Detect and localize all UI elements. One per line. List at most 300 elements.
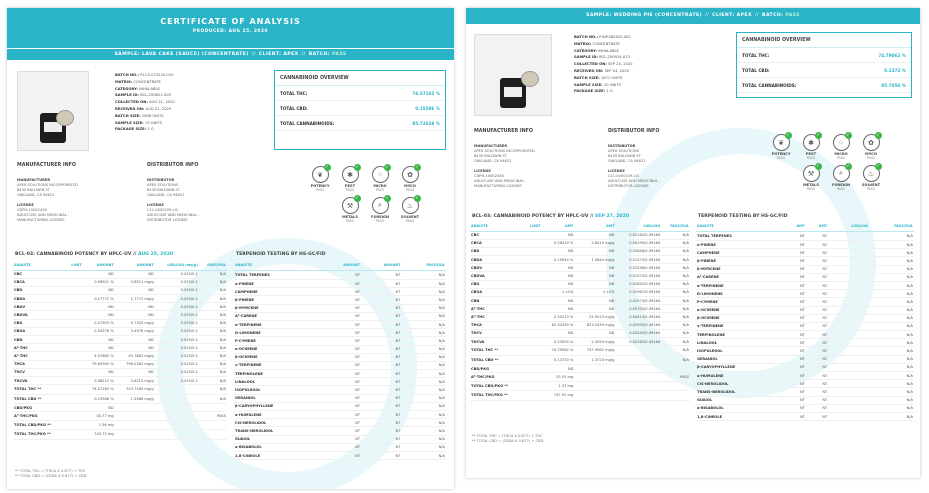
- table-cell: NT: [806, 290, 828, 298]
- table-row: [470, 337, 690, 345]
- table-cell: NT: [806, 241, 828, 249]
- table-cell: ND: [541, 329, 574, 337]
- micro-icon: ⁘ ✓: [833, 134, 850, 151]
- table-cell: 0.03245/0.49164: [615, 329, 661, 337]
- table-cell: ND: [574, 305, 615, 313]
- table-cell: [524, 239, 541, 247]
- table-cell: CBDVA: [470, 272, 524, 280]
- table-cell: NT: [321, 296, 361, 304]
- table-cell: N/A: [199, 295, 227, 303]
- check-icon: ✓: [876, 164, 880, 169]
- table-cell: [828, 265, 869, 273]
- column-header: AMT: [806, 222, 828, 231]
- info-label: MANUFACTURER: [17, 178, 51, 182]
- table-cell: CBN: [470, 297, 524, 305]
- table-cell: NT: [321, 304, 361, 312]
- table-cell: ND: [115, 368, 155, 376]
- table-cell: N/A: [869, 339, 914, 347]
- table-cell: N/A: [199, 360, 227, 368]
- table-cell: N/A: [401, 435, 446, 443]
- potency-title: BCL-03: CANNABINOID POTENCY BY HPLC-UV // SEP 27, 2020: [472, 214, 629, 219]
- table-cell: NT: [361, 443, 401, 451]
- table-row: [13, 311, 227, 319]
- table-cell: [66, 385, 83, 395]
- table-cell: [524, 321, 541, 329]
- table-cell: α-PINENE: [234, 280, 321, 288]
- table-cell: [524, 346, 541, 356]
- table-cell: 0.23054 %: [541, 337, 574, 345]
- table-cell: [828, 298, 869, 306]
- table-cell: NT: [806, 257, 828, 265]
- table-row: [470, 365, 690, 373]
- table-cell: [828, 241, 869, 249]
- table-cell: 0.025/0.1: [155, 376, 199, 384]
- sample-details: [115, 72, 175, 133]
- detail-line: [574, 88, 633, 95]
- table-cell: 0.01573/0.49164: [615, 256, 661, 264]
- table-cell: NT: [783, 241, 805, 249]
- badge-name: SOLVENT: [400, 215, 420, 219]
- table-cell: ND: [574, 297, 615, 305]
- table-cell: N/A: [199, 311, 227, 319]
- detail-line: [115, 79, 175, 86]
- table-row: [234, 280, 446, 288]
- table-cell: NT: [806, 363, 828, 371]
- table-row: [470, 329, 690, 337]
- table-header: [470, 222, 690, 231]
- detail-label: SAMPLE SIZE:: [574, 82, 603, 87]
- table-cell: NT: [806, 355, 828, 363]
- table-row: [234, 288, 446, 296]
- column-header: ANALYTE: [234, 261, 321, 270]
- badge-status: PASS: [806, 156, 816, 160]
- table-cell: [615, 391, 661, 401]
- detail-label: SAMPLE ID:: [115, 93, 139, 98]
- detail-label: BATCH NO.:: [115, 73, 139, 77]
- table-cell: ND: [83, 368, 115, 376]
- table-cell: GERANIOL: [234, 394, 321, 402]
- manufacturer-title: MANUFACTURER INFO: [17, 163, 77, 168]
- badge-status: PASS: [375, 219, 385, 223]
- table-row: [234, 370, 446, 378]
- info-line: OAKLAND, CA 94621: [474, 159, 512, 163]
- table-cell: NT: [783, 257, 805, 265]
- table-cell: NT: [361, 320, 401, 328]
- table-cell: N/A: [869, 363, 914, 371]
- table-cell: NT: [783, 249, 805, 257]
- table-cell: TOTAL TERPENES: [234, 270, 321, 280]
- table-row: [470, 346, 690, 356]
- table-cell: NT: [321, 394, 361, 402]
- table-cell: ND: [574, 280, 615, 288]
- detail-value: AUG 21, 2020: [145, 106, 172, 111]
- table-cell: [524, 355, 541, 365]
- table-cell: N/A: [869, 396, 914, 404]
- table-cell: Δ⁹-THC: [470, 313, 524, 321]
- table-cell: NT: [321, 320, 361, 328]
- table-cell: [524, 313, 541, 321]
- table-cell: N/A: [869, 249, 914, 257]
- table-row: [234, 427, 446, 435]
- table-cell: THCVA: [470, 337, 524, 345]
- solvent-icon: ♨ ✓: [863, 165, 880, 182]
- detail-label: BATCH SIZE:: [115, 113, 141, 118]
- table-cell: N/A: [869, 273, 914, 281]
- footnote-line: ** TOTAL THC = (THCA X 0.877) + THC: [472, 434, 543, 438]
- column-header: AMOUNT: [361, 261, 401, 270]
- table-cell: [828, 331, 869, 339]
- badge-pest: [335, 166, 365, 192]
- footnote-line: ** TOTAL THC = (THCA X 0.877) + THC: [15, 469, 86, 473]
- table-cell: ND: [115, 286, 155, 294]
- table-cell: [828, 404, 869, 412]
- detail-value: P.LC5.072220.010: [140, 73, 174, 77]
- table-row: [696, 380, 914, 388]
- table-cell: NT: [361, 435, 401, 443]
- table-cell: Δ³-CARENE: [234, 312, 321, 320]
- badge-name: MICRO: [373, 184, 387, 188]
- table-header: [13, 261, 227, 270]
- table-cell: NT: [806, 347, 828, 355]
- table-cell: [66, 295, 83, 303]
- table-cell: [66, 394, 83, 404]
- table-cell: N/A: [401, 312, 446, 320]
- table-row: [696, 241, 914, 249]
- table-cell: 2.3054 mg/g: [574, 337, 615, 345]
- table-row: [696, 290, 914, 298]
- table-cell: [199, 404, 227, 412]
- table-row: [234, 320, 446, 328]
- table-cell: 0.06195/0.49164: [615, 239, 661, 247]
- table-cell: N/A: [661, 313, 690, 321]
- overview-value: 74.37165 %: [412, 90, 440, 96]
- table-row: [696, 331, 914, 339]
- table-cell: THCV: [13, 368, 66, 376]
- table-cell: [828, 380, 869, 388]
- table-cell: N/A: [869, 231, 914, 241]
- table-row: [234, 337, 446, 345]
- terpene-table: [696, 222, 914, 421]
- produced-date: PRODUCED: AUG 25, 2020: [192, 29, 269, 34]
- badge-pest: [796, 134, 826, 160]
- table-cell: N/A: [199, 368, 227, 376]
- table-cell: NT: [361, 312, 401, 320]
- table-row: [234, 378, 446, 386]
- table-row: [696, 265, 914, 273]
- product-lid: [521, 71, 539, 87]
- table-cell: [155, 404, 199, 412]
- sample-details: [574, 34, 633, 95]
- table-cell: CAMPHENE: [234, 288, 321, 296]
- table-cell: β-MYRCENE: [696, 265, 783, 273]
- table-cell: NT: [783, 281, 805, 289]
- table-cell: LINALOOL: [234, 378, 321, 386]
- table-cell: NT: [361, 329, 401, 337]
- license-label: LICENSE: [17, 203, 34, 207]
- table-cell: β-CARYOPHYLLENE: [696, 363, 783, 371]
- table-cell: [524, 337, 541, 345]
- check-icon: ✓: [415, 196, 419, 201]
- info-line: 8435 BALDWIN ST: [17, 188, 50, 192]
- distributor-title: DISTRIBUTOR INFO: [608, 129, 660, 134]
- table-cell: N/A: [401, 280, 446, 288]
- table-row: [696, 281, 914, 289]
- table-cell: N/A: [661, 305, 690, 313]
- table-cell: ND: [574, 231, 615, 239]
- table-cell: TOTAL THC **: [13, 385, 66, 395]
- detail-value: 1 G: [606, 89, 613, 94]
- table-cell: 1.37 mg: [541, 381, 574, 391]
- potency-table: [13, 261, 227, 440]
- detail-line: [574, 68, 633, 75]
- table-cell: N/A: [401, 411, 446, 419]
- table-cell: [115, 420, 155, 430]
- table-cell: N/A: [401, 353, 446, 361]
- table-cell: 743.7165 mg/g: [115, 385, 155, 395]
- badge-name: PEST: [805, 152, 817, 156]
- potency-table: [470, 222, 690, 401]
- badge-name: MICRO: [834, 152, 848, 156]
- table-cell: N/A: [869, 404, 914, 412]
- table-cell: [66, 430, 83, 440]
- info-label: MANUFACTURER: [474, 144, 508, 148]
- table-cell: 0.05703/0.49164: [615, 305, 661, 313]
- detail-line: [115, 106, 175, 113]
- table-cell: N/A: [661, 288, 690, 296]
- table-row: [470, 264, 690, 272]
- table-cell: NT: [361, 361, 401, 369]
- table-cell: THCV: [470, 329, 524, 337]
- table-cell: CBDVA: [13, 311, 66, 319]
- column-header: AMT: [783, 222, 805, 231]
- table-cell: NT: [783, 331, 805, 339]
- table-cell: N/A: [401, 296, 446, 304]
- badge-name: PEST: [344, 184, 356, 188]
- table-row: [13, 394, 227, 404]
- table-cell: NT: [783, 363, 805, 371]
- table-cell: N/A: [401, 443, 446, 451]
- table-row: [13, 344, 227, 352]
- info-line: OAKLAND, CA 94621: [17, 193, 55, 197]
- distributor-title: DISTRIBUTOR INFO: [147, 163, 199, 168]
- table-cell: 1.5586 mg/g: [115, 394, 155, 404]
- table-row: [696, 231, 914, 241]
- table-cell: 74.79062 %: [541, 346, 574, 356]
- table-cell: 0.02852/0.49164: [615, 280, 661, 288]
- table-row: [696, 396, 914, 404]
- table-cell: NT: [321, 337, 361, 345]
- table-cell: GUAIOL: [234, 435, 321, 443]
- table-cell: P-CYMENE: [234, 337, 321, 345]
- table-cell: 0.025/0.1: [155, 336, 199, 344]
- table-cell: [524, 256, 541, 264]
- table-cell: [574, 373, 615, 381]
- overview-title: CANNABINOID OVERVIEW: [275, 71, 445, 86]
- table-cell: 0.01573/0.49164: [615, 297, 661, 305]
- overview-title: CANNABINOID OVERVIEW: [737, 33, 911, 48]
- table-cell: 0.15586 %: [83, 394, 115, 404]
- table-cell: 0.025/0.1: [155, 360, 199, 368]
- table-row: [234, 329, 446, 337]
- table-cell: NT: [783, 290, 805, 298]
- table-cell: NT: [783, 372, 805, 380]
- sample-name: SAMPLE: LAVA CAKE (SAUCE) (CONCENTRATE): [114, 52, 249, 57]
- table-cell: NT: [783, 273, 805, 281]
- table-cell: [574, 391, 615, 401]
- table-cell: [66, 336, 83, 344]
- detail-line: [115, 72, 175, 79]
- product-photo: [17, 71, 89, 151]
- detail-label: SAMPLE SIZE:: [115, 120, 144, 125]
- badge-status: PASS: [776, 156, 786, 160]
- table-cell: N/A: [199, 344, 227, 352]
- pest-icon: ✱ ✓: [342, 166, 359, 183]
- table-cell: NT: [361, 353, 401, 361]
- table-cell: ND: [83, 336, 115, 344]
- detail-line: [574, 82, 633, 89]
- table-cell: CBDV: [470, 264, 524, 272]
- table-cell: [66, 404, 83, 412]
- detail-line: [574, 34, 633, 41]
- table-cell: 25.9213 mg/g: [574, 313, 615, 321]
- table-cell: [66, 278, 83, 286]
- table-cell: [615, 373, 661, 381]
- table-cell: N/A: [401, 427, 446, 435]
- table-cell: β-PINENE: [234, 296, 321, 304]
- table-cell: 1.7772 mg/g: [115, 295, 155, 303]
- table-cell: NT: [361, 386, 401, 394]
- table-cell: CBCA: [470, 239, 524, 247]
- table-cell: NT: [321, 411, 361, 419]
- table-cell: [524, 288, 541, 296]
- table-cell: N/A: [199, 270, 227, 278]
- badge-solvent: [856, 165, 886, 191]
- table-cell: ND: [83, 344, 115, 352]
- badge-potency: [766, 134, 796, 160]
- table-cell: NT: [783, 347, 805, 355]
- table-cell: β-OCIMENE: [234, 353, 321, 361]
- detail-label: COLLECTED ON:: [115, 100, 148, 105]
- table-cell: TOTAL CBD **: [470, 355, 524, 365]
- table-cell: N/A: [869, 281, 914, 289]
- table-cell: NT: [806, 265, 828, 273]
- info-line: APEX SOLUTIONS INCORPORATED: [17, 183, 78, 187]
- table-cell: NT: [321, 370, 361, 378]
- table-row: [470, 247, 690, 255]
- check-icon: ✓: [415, 165, 419, 170]
- check-icon: ✓: [325, 165, 329, 170]
- table-cell: γ-TERPINENE: [234, 361, 321, 369]
- potency-icon: ❦ ✓: [312, 166, 329, 183]
- table-cell: N/A: [401, 345, 446, 353]
- info-line: 8435 BALDWIN ST: [608, 154, 641, 158]
- table-cell: [828, 372, 869, 380]
- check-icon: ✓: [786, 133, 790, 138]
- table-cell: [66, 344, 83, 352]
- badge-status: PASS: [345, 188, 355, 192]
- table-cell: NT: [806, 281, 828, 289]
- table-row: [234, 296, 446, 304]
- table-cell: NT: [783, 412, 805, 420]
- table-cell: N/A: [401, 370, 446, 378]
- table-cell: CBD: [13, 286, 66, 294]
- batch-label: BATCH:: [762, 13, 784, 18]
- table-cell: [66, 368, 83, 376]
- badge-solvent: [395, 197, 425, 223]
- table-cell: [155, 412, 199, 420]
- table-row: [696, 339, 914, 347]
- table-cell: NT: [321, 361, 361, 369]
- table-row: [470, 391, 690, 401]
- overview-value: 0.15586 %: [415, 105, 440, 111]
- table-cell: N/A: [869, 265, 914, 273]
- table-cell: 0.38212 %: [83, 376, 115, 384]
- detail-value: 13 UNITS: [144, 120, 162, 125]
- table-row: [696, 249, 914, 257]
- license-line: C11-0000159-LIC: [147, 208, 179, 212]
- table-cell: ND: [574, 272, 615, 280]
- info-label: DISTRIBUTOR: [147, 178, 175, 182]
- table-cell: ND: [541, 365, 574, 373]
- table-cell: CBC: [470, 231, 524, 239]
- table-cell: [661, 381, 690, 391]
- overview-value: 85.7056 %: [881, 82, 906, 88]
- table-row: [696, 372, 914, 380]
- table-cell: < LOQ: [541, 288, 574, 296]
- table-cell: LINALOOL: [696, 339, 783, 347]
- table-cell: 0.01573/0.49164: [615, 272, 661, 280]
- table-cell: N/A: [199, 319, 227, 327]
- table-cell: N/A: [869, 241, 914, 249]
- table-cell: [66, 352, 83, 360]
- table-cell: NT: [361, 411, 401, 419]
- table-cell: N/A: [401, 451, 446, 459]
- table-cell: CBDA: [13, 295, 66, 303]
- detail-label: CATEGORY:: [115, 86, 138, 91]
- table-row: [696, 355, 914, 363]
- table-cell: 0.025/0.1: [155, 319, 199, 327]
- table-cell: CAMPHENE: [696, 249, 783, 257]
- table-row: [470, 373, 690, 381]
- table-cell: 0.025/0.1: [155, 344, 199, 352]
- table-cell: TOTAL THC/PKG **: [470, 391, 524, 401]
- table-cell: ND: [83, 404, 115, 412]
- check-icon: ✓: [355, 196, 359, 201]
- info-line: APEX SOLUTIONS: [608, 149, 640, 153]
- test-badges: [766, 134, 886, 191]
- table-cell: NT: [783, 265, 805, 273]
- badge-potency: [305, 166, 335, 192]
- table-row: [234, 386, 446, 394]
- table-cell: N/A: [869, 412, 914, 420]
- table-cell: 0.15644 %: [541, 256, 574, 264]
- overview-label: TOTAL CANNABINOIDS:: [742, 82, 797, 88]
- table-cell: 2.59213 %: [541, 313, 574, 321]
- table-cell: 823.2439 mg/g: [574, 321, 615, 329]
- table-cell: [524, 297, 541, 305]
- table-cell: N/A: [401, 288, 446, 296]
- table-cell: [828, 339, 869, 347]
- table-cell: 796.0362 mg/g: [115, 360, 155, 368]
- table-cell: NT: [321, 386, 361, 394]
- document-title: CERTIFICATE OF ANALYSIS: [160, 17, 301, 26]
- table-cell: 25.92 mg: [541, 373, 574, 381]
- badge-name: METALS: [803, 183, 819, 187]
- table-row: [234, 361, 446, 369]
- table-cell: 0.02236/0.49164: [615, 264, 661, 272]
- table-cell: 0.26410 %: [541, 239, 574, 247]
- table-cell: [66, 327, 83, 335]
